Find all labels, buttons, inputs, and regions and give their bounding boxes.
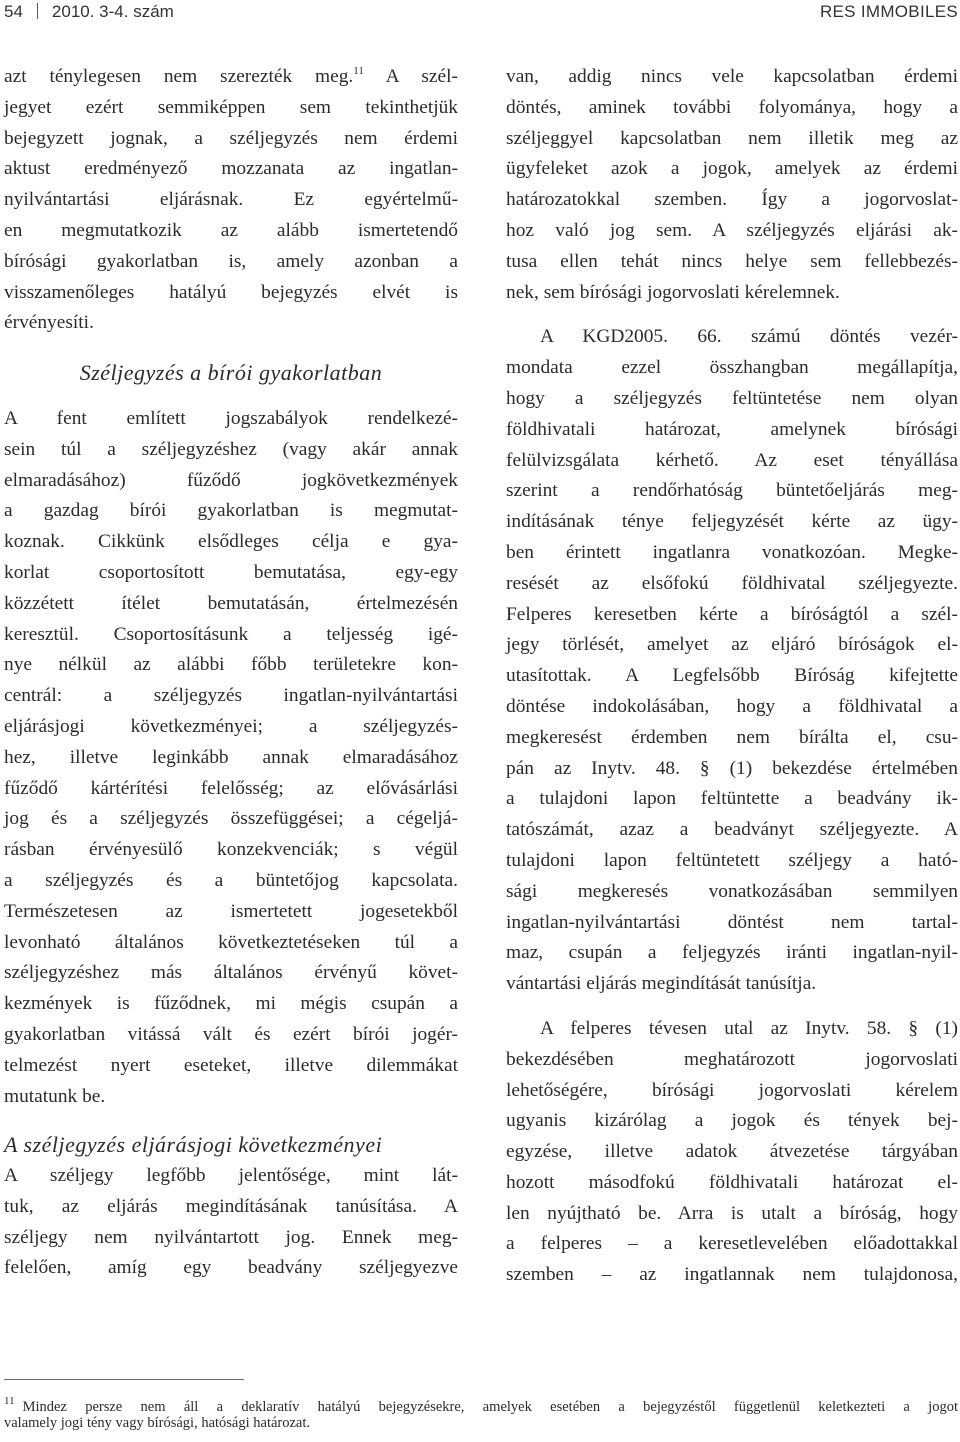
text-line: bírósági gyakorlatban is, amely azonban a xyxy=(4,250,458,272)
text-line: határozatokkal szemben. Így a jogorvoslat- xyxy=(506,189,958,211)
text-line: hez, illetve leginkább annak elmaradásához xyxy=(4,746,458,768)
text-line: telmezést nyert eseteket, illetve dilemmákat xyxy=(4,1054,458,1076)
text-line: hoz való jog sem. A széljegyzés eljárási ak- xyxy=(506,219,958,241)
text-line: tatószámát, azaz a beadványt széljegyezte. A xyxy=(506,819,958,841)
text-line: felelően, amíg egy beadvány széljegyezve xyxy=(4,1257,458,1279)
text-line: tulajdoni lapon feltüntetett széljegy a ható- xyxy=(506,849,958,871)
text-line: bejegyzett jognak, a széljegyzés nem érdemi xyxy=(4,127,458,149)
text-line: A széljegy legfőbb jelentősége, mint lát- xyxy=(4,1165,458,1187)
left-paragraph-3 xyxy=(4,1161,458,1284)
right-column xyxy=(506,62,958,1291)
text-line: a felperes – a keresetlevelében előadottakkal xyxy=(506,1233,958,1255)
footnote-number: 11 xyxy=(4,1395,15,1407)
spacer xyxy=(506,1000,958,1014)
text-line: tusa ellen tehát nincs helye sem fellebbezés- xyxy=(506,250,958,272)
left-paragraph-1 xyxy=(4,62,458,339)
text-line: mutatunk be. xyxy=(4,1085,106,1107)
text-line: felülvizsgálata kérhető. Az eset tényállása xyxy=(506,449,958,471)
running-header xyxy=(0,0,960,26)
text-line: bekezdésében meghatározott jogorvoslati xyxy=(506,1048,958,1070)
text-line: elmaradásához) fűződő jogkövetkezmények xyxy=(4,469,458,491)
text-line: tuk, az eljárás megindításának tanúsítása. A xyxy=(4,1195,458,1217)
issue-label: 2010. 3-4. szám xyxy=(51,2,174,21)
text-line: jog és a széljegyzés összefüggései; a cégeljá- xyxy=(4,808,458,830)
footnote-line: $^{11}$ Mindez persze nem áll a deklaratív hatályú bejegyzésekre, amelyek esetében a bejegyzéstől függetlenül keletkezteti a jogot xyxy=(4,1395,958,1415)
text-line: a gazdag bírói gyakorlatban is megmutat- xyxy=(4,500,458,522)
text-line: van, addig nincs vele kapcsolatban érdemi xyxy=(506,66,958,87)
footnote-line: valamely jogi tény vagy bírósági, hatósági határozat. xyxy=(4,1415,311,1431)
text-line: ügyfeleket azok a jogok, amelyek az érdemi xyxy=(506,158,958,180)
right-paragraph-3 xyxy=(506,1014,958,1291)
section-heading: Széljegyzés a bírói gyakorlatban xyxy=(79,360,383,386)
text-line: nyilvántartási eljárásnak. Ez egyértelmű- xyxy=(4,189,458,211)
text-line: levonható általános következtetéseken túl a xyxy=(4,931,458,953)
text-line: közzétett ítélet bemutatásán, értelmezésén xyxy=(4,592,458,614)
text-line: nye nélkül az alábbi főbb területekre kon- xyxy=(4,654,458,676)
right-paragraph-2 xyxy=(506,322,958,1000)
text-line: ugyanis kizárólag a jogok és tények bej- xyxy=(506,1110,958,1132)
text-line: szerint a rendőrhatóság büntetőeljárás meg- xyxy=(506,480,958,502)
text-line: ingatlan-nyilvántartási döntést nem tartal- xyxy=(506,911,958,933)
text-line: széljegy nem nyilvántartott jog. Ennek meg- xyxy=(4,1226,458,1248)
text-line: ben érintett ingatlanra vonatkozóan. Megke- xyxy=(506,541,958,563)
text-line: azt ténylegesen nem szerezték meg.$^{11}$ A szél- xyxy=(4,65,458,87)
footnote-reference: 11 xyxy=(353,65,364,77)
text-line: egyzése, illetve adatok átvezetése tárgyában xyxy=(506,1141,958,1163)
spacer xyxy=(506,308,958,322)
text-line: szemben – az ingatlannak nem tulajdonosa, xyxy=(506,1264,958,1286)
text-line: sein túl a széljegyzéshez (vagy akár annak xyxy=(4,438,458,460)
text-line: kezmények is fűződnek, mi mégis csupán a xyxy=(4,993,458,1015)
text-line: koznak. Cikkünk elsődleges célja e gya- xyxy=(4,531,458,553)
spacer xyxy=(4,1112,458,1130)
text-line: A fent említett jogszabályok rendelkezé- xyxy=(4,407,458,429)
text-line: hogy a széljegyzés feltüntetése nem olyan xyxy=(506,387,958,409)
header-left xyxy=(4,2,174,22)
text-line: a széljegyzés és a büntetőjog kapcsolata. xyxy=(4,869,458,891)
text-line: a tulajdoni lapon feltüntette a beadvány ik- xyxy=(506,788,958,810)
text-line: hozott másodfokú földhivatali határozat el- xyxy=(506,1171,958,1193)
text-line: aktust eredményező mozzanata az ingatlan- xyxy=(4,158,458,180)
header-divider xyxy=(37,3,38,19)
text-line: döntés, aminek további folyománya, hogy a xyxy=(506,96,958,118)
text-line: jegyet ezért semmiképpen sem tekinthetjük xyxy=(4,96,458,118)
page-number: 54 xyxy=(4,2,23,21)
text-line: korlat csoportosított bemutatása, egy-egy xyxy=(4,561,458,583)
left-column xyxy=(4,62,458,1284)
text-line: resését az elsőfokú földhivatal széljegyezte. xyxy=(506,572,958,594)
text-line: len nyújtható be. Arra is utalt a bíróság, hogy xyxy=(506,1202,958,1224)
text-line: Természetesen az ismertetett jogesetekből xyxy=(4,900,458,922)
left-paragraph-2 xyxy=(4,404,458,1112)
spacer xyxy=(4,389,458,404)
text-line: centrál: a széljegyzés ingatlan-nyilvántartási xyxy=(4,685,458,707)
text-line: mondata ezzel összhangban megállapítja, xyxy=(506,357,958,379)
text-line: utasítottak. A Legfelsőbb Bíróság kifejtette xyxy=(506,665,958,687)
text-line: sági megkeresés vonatkozásában semmilyen xyxy=(506,880,958,902)
footnote xyxy=(4,1390,958,1434)
text-line: gyakorlatban vitássá vált és ezért bírói jogér- xyxy=(4,1023,458,1045)
text-line: A felperes tévesen utal az Inytv. 58. § (1) xyxy=(540,1017,958,1039)
text-line: földhivatali határozat, amelynek bírósági xyxy=(506,418,958,440)
text-line: nek, sem bírósági jogorvoslati kérelemnek. xyxy=(506,281,840,303)
spacer xyxy=(4,339,458,358)
text-line: en megmutatkozik az alább ismertetendő xyxy=(4,219,458,241)
text-line: széljeggyel kapcsolatban nem illetik meg az xyxy=(506,127,958,149)
text-line: érvényesíti. xyxy=(4,312,94,334)
text-line: széljegyzéshez más általános érvényű követ- xyxy=(4,962,458,984)
text-line: eljárásjogi következményei; a széljegyzés- xyxy=(4,715,458,737)
text-line: vántartási eljárás megindítását tanúsítja. xyxy=(506,973,817,995)
text-line: rásban érvényesülő konzekvenciák; s végül xyxy=(4,839,458,861)
right-paragraph-1 xyxy=(506,62,958,308)
text-line: maz, csupán a feljegyzés iránti ingatlan-nyil- xyxy=(506,942,958,964)
text-line: keresztül. Csoportosításunk a teljesség igé- xyxy=(4,623,458,645)
text-line: megkeresést érdemben nem bírálta el, csu- xyxy=(506,726,958,748)
text-line: pán az Inytv. 48. § (1) bekezdése értelmében xyxy=(506,757,958,779)
text-line: indításának tényе feljegyzését kérte az ügy- xyxy=(506,511,958,533)
footnote-separator xyxy=(4,1379,244,1380)
text-line: Felperes keresetben kérte a bíróságtól a szél- xyxy=(506,603,958,625)
text-line: visszamenőleges hatályú bejegyzés elvét is xyxy=(4,281,458,303)
section-heading: A széljegyzés eljárásjogi következményei xyxy=(4,1132,383,1158)
text-line: jegy törlését, amelyet az eljáró bíróságok el- xyxy=(506,634,958,656)
text-line: A KGD2005. 66. számú döntés vezér- xyxy=(540,326,958,348)
journal-title: RES IMMOBILES xyxy=(819,2,958,21)
text-line: lehetőségére, bírósági jogorvoslati kérelem xyxy=(506,1079,958,1101)
text-line: fűződő kártérítési felelősség; az elővásárlási xyxy=(4,777,458,799)
text-line: döntése indokolásában, hogy a földhivatal a xyxy=(506,695,958,717)
